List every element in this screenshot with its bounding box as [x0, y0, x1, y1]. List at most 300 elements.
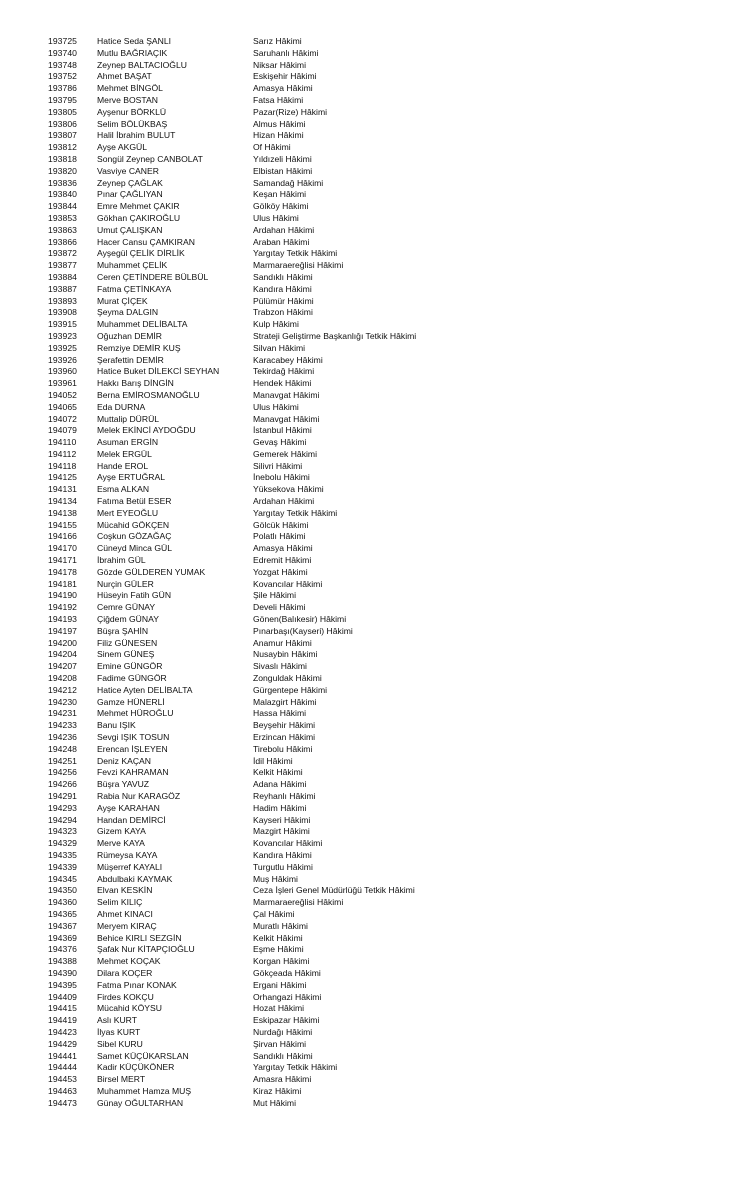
person-name: Elvan KESKİN: [97, 885, 153, 896]
person-name: Ayşegül ÇELİK DİRLİK: [97, 248, 185, 259]
person-name: Melek ERGÜL: [97, 448, 152, 459]
list-item: [48, 944, 693, 956]
assignment-place: Yıldızeli Hâkimi: [253, 153, 312, 164]
sicil-number: 194181: [48, 578, 77, 589]
assignment-place: Muratlı Hâkimi: [253, 920, 308, 931]
assignment-place: Ceza İşleri Genel Müdürlüğü Tetkik Hâkimi: [253, 885, 415, 896]
list-item: [48, 815, 693, 827]
sicil-number: 194256: [48, 767, 77, 778]
sicil-number: 194131: [48, 484, 77, 495]
assignment-place: Adana Hâkimi: [253, 779, 307, 790]
assignment-place: Gölköy Hâkimi: [253, 201, 309, 212]
list-item: [48, 520, 693, 532]
assignment-place: İnebolu Hâkimi: [253, 472, 310, 483]
list-item: [48, 968, 693, 980]
list-item: [48, 626, 693, 638]
assignment-place: Orhangazi Hâkimi: [253, 991, 322, 1002]
sicil-number: 194079: [48, 425, 77, 436]
person-name: Günay OĞULTARHAN: [97, 1097, 184, 1108]
assignment-place: Manavgat Hâkimi: [253, 413, 320, 424]
sicil-number: 193748: [48, 59, 77, 70]
person-name: Mehmet BİNGÖL: [97, 83, 163, 94]
list-item: [48, 496, 693, 508]
person-name: Fevzi KAHRAMAN: [97, 767, 169, 778]
list-item: [48, 296, 693, 308]
person-name: Hande EROL: [97, 460, 149, 471]
sicil-number: 194193: [48, 614, 77, 625]
list-item: [48, 885, 693, 897]
list-item: [48, 378, 693, 390]
list-item: [48, 649, 693, 661]
sicil-number: 193884: [48, 271, 77, 282]
sicil-number: 194118: [48, 460, 77, 471]
sicil-number: 194065: [48, 401, 77, 412]
list-item: [48, 36, 693, 48]
sicil-number: 193853: [48, 212, 77, 223]
list-item: [48, 1027, 693, 1039]
list-item: [48, 708, 693, 720]
list-item: [48, 1086, 693, 1098]
sicil-number: 193840: [48, 189, 77, 200]
assignment-place: Ardahan Hâkimi: [253, 224, 315, 235]
person-name: Hatice Ayten DELİBALTA: [97, 684, 193, 695]
assignment-place: Strateji Geliştirme Başkanlığı Tetkik Hâkimi: [253, 330, 417, 341]
sicil-number: 194110: [48, 437, 77, 448]
assignment-place: Anamur Hâkimi: [253, 637, 312, 648]
sicil-number: 193818: [48, 153, 77, 164]
assignment-place: Silvan Hâkimi: [253, 342, 306, 353]
assignment-place: İdil Hâkimi: [253, 755, 293, 766]
person-name: Çiğdem GÜNAY: [97, 614, 159, 625]
assignment-place: Sandıklı Hâkimi: [253, 1050, 313, 1061]
person-name: Şerafettin DEMİR: [97, 354, 164, 365]
assignment-place: Pınarbaşı(Kayseri) Hâkimi: [253, 625, 353, 636]
list-item: [48, 213, 693, 225]
person-name: Hatice Seda ŞANLI: [97, 36, 172, 46]
sicil-number: 193795: [48, 94, 77, 105]
sicil-number: 193820: [48, 165, 77, 176]
assignment-place: Saruhanlı Hâkimi: [253, 47, 319, 58]
sicil-number: 194390: [48, 967, 77, 978]
sicil-number: 193866: [48, 236, 77, 247]
sicil-number: 194376: [48, 944, 77, 955]
list-item: [48, 71, 693, 83]
assignment-place: Silivri Hâkimi: [253, 460, 303, 471]
list-item: [48, 1039, 693, 1051]
assignment-place: Mazgirt Hâkimi: [253, 826, 310, 837]
list-item: [48, 1062, 693, 1074]
sicil-number: 194339: [48, 861, 77, 872]
sicil-number: 194134: [48, 496, 77, 507]
assignment-place: Pülümür Hâkimi: [253, 295, 314, 306]
sicil-number: 193872: [48, 248, 77, 259]
person-name: Handan DEMİRCİ: [97, 814, 166, 825]
sicil-number: 194212: [48, 684, 77, 695]
sicil-number: 194208: [48, 673, 77, 684]
sicil-number: 193893: [48, 295, 77, 306]
assignment-place: Yargıtay Tetkik Hâkimi: [253, 507, 338, 518]
sicil-number: 193863: [48, 224, 77, 235]
list-item: [48, 992, 693, 1004]
list-item: [48, 331, 693, 343]
assignment-place: Gevaş Hâkimi: [253, 437, 307, 448]
list-item: [48, 60, 693, 72]
sicil-number: 194367: [48, 920, 77, 931]
person-name: Mücahid GÖKÇEN: [97, 519, 170, 530]
person-name: Gamze HÜNERLİ: [97, 696, 165, 707]
list-item: [48, 237, 693, 249]
list-item: [48, 142, 693, 154]
person-name: Gizem KAYA: [97, 826, 146, 837]
list-item: [48, 791, 693, 803]
assignment-place: Reyhanlı Hâkimi: [253, 791, 316, 801]
assignment-place: Marmaraereğlisi Hâkimi: [253, 260, 344, 271]
assignment-place: Develi Hâkimi: [253, 602, 306, 613]
sicil-number: 194293: [48, 802, 77, 813]
sicil-number: 193926: [48, 354, 77, 365]
assignment-place: Hizan Hâkimi: [253, 130, 304, 141]
list-item: [48, 355, 693, 367]
list-item: [48, 248, 693, 260]
assignment-place: Samandağ Hâkimi: [253, 177, 324, 188]
person-name: Samet KÜÇÜKARSLAN: [97, 1050, 189, 1061]
list-item: [48, 449, 693, 461]
person-name: Ayşe ERTUĞRAL: [97, 472, 165, 483]
assignment-place: Kelkit Hâkimi: [253, 767, 303, 778]
person-name: Gökhan ÇAKIROĞLU: [97, 212, 181, 223]
assignment-place: Tirebolu Hâkimi: [253, 743, 313, 754]
sicil-number: 193806: [48, 118, 77, 129]
list-item: [48, 555, 693, 567]
person-name: Remziye DEMİR KUŞ: [97, 342, 181, 353]
assignment-place: Malazgirt Hâkimi: [253, 696, 317, 707]
list-item: [48, 130, 693, 142]
sicil-number: 194248: [48, 743, 77, 754]
list-item: [48, 437, 693, 449]
list-item: [48, 874, 693, 886]
list-item: [48, 838, 693, 850]
list-item: [48, 402, 693, 414]
assignment-place: Trabzon Hâkimi: [253, 307, 313, 318]
list-item: [48, 531, 693, 543]
assignment-place: Korgan Hâkimi: [253, 956, 310, 967]
sicil-number: 194231: [48, 708, 77, 719]
person-name: Emine GÜNGÖR: [97, 661, 163, 672]
list-item: [48, 661, 693, 673]
sicil-number: 193915: [48, 319, 77, 330]
sicil-number: 194266: [48, 779, 77, 790]
sicil-number: 193740: [48, 47, 77, 58]
assignment-place: Hassa Hâkimi: [253, 708, 307, 719]
person-name: Mehmet KOÇAK: [97, 956, 161, 967]
sicil-number: 194294: [48, 814, 77, 825]
sicil-number: 194291: [48, 791, 77, 801]
sicil-number: 194192: [48, 602, 77, 613]
sicil-number: 194345: [48, 873, 77, 884]
person-name: Hatice Buket DİLEKCİ SEYHAN: [97, 366, 220, 377]
person-name: Muhammet Hamza MUŞ: [97, 1085, 192, 1096]
person-name: Cemre GÜNAY: [97, 602, 156, 613]
sicil-number: 194423: [48, 1026, 77, 1037]
assignment-place: Polatlı Hâkimi: [253, 531, 306, 542]
sicil-number: 193836: [48, 177, 77, 188]
sicil-number: 194190: [48, 590, 77, 601]
sicil-number: 194360: [48, 897, 77, 908]
person-name: Aslı KURT: [97, 1015, 137, 1026]
assignment-place: Sarız Hâkimi: [253, 36, 302, 46]
person-name: Songül Zeynep CANBOLAT: [97, 153, 203, 164]
list-item: [48, 779, 693, 791]
assignment-place: Manavgat Hâkimi: [253, 389, 320, 400]
person-name: Murat ÇİÇEK: [97, 295, 148, 306]
list-item: [48, 201, 693, 213]
person-name: Eda DURNA: [97, 401, 146, 412]
assignment-place: Beyşehir Hâkimi: [253, 720, 316, 731]
list-item: [48, 543, 693, 555]
assignment-place: Kandıra Hâkimi: [253, 283, 312, 294]
sicil-number: 193752: [48, 71, 77, 82]
list-item: [48, 744, 693, 756]
sicil-number: 193844: [48, 201, 77, 212]
person-name: Dilara KOÇER: [97, 967, 153, 978]
list-item: [48, 685, 693, 697]
person-name: Ayşe AKGÜL: [97, 142, 147, 153]
assignment-place: Kiraz Hâkimi: [253, 1085, 302, 1096]
list-item: [48, 909, 693, 921]
person-name: Erencan İŞLEYEN: [97, 743, 168, 754]
person-name: Deniz KAÇAN: [97, 755, 151, 766]
sicil-number: 194329: [48, 838, 77, 849]
assignment-place: Tekirdağ Hâkimi: [253, 366, 315, 377]
assignment-place: Sivaslı Hâkimi: [253, 661, 307, 672]
list-item: [48, 107, 693, 119]
assignment-place: Pazar(Rize) Hâkimi: [253, 106, 328, 117]
assignment-place: Gökçeada Hâkimi: [253, 967, 321, 978]
sicil-number: 193786: [48, 83, 77, 94]
assignment-place: Ulus Hâkimi: [253, 212, 299, 223]
sicil-number: 194409: [48, 991, 77, 1002]
sicil-number: 194419: [48, 1015, 77, 1026]
list-item: [48, 956, 693, 968]
list-item: [48, 614, 693, 626]
assignment-place: Eskişehir Hâkimi: [253, 71, 317, 82]
list-item: [48, 260, 693, 272]
person-name: Fatma ÇETİNKAYA: [97, 283, 172, 294]
list-item: [48, 862, 693, 874]
person-name: İbrahim GÜL: [97, 555, 146, 566]
sicil-number: 193805: [48, 106, 77, 117]
assignment-place: İstanbul Hâkimi: [253, 425, 312, 436]
person-name: Muhammet DELİBALTA: [97, 319, 188, 330]
person-name: Oğuzhan DEMİR: [97, 330, 162, 341]
person-name: Ayşenur BÖRKLÜ: [97, 106, 167, 117]
person-name: Coşkun GÖZAĞAÇ: [97, 531, 172, 542]
person-name: Vasviye CANER: [97, 165, 159, 176]
list-item: [48, 897, 693, 909]
list-item: [48, 720, 693, 732]
assignment-place: Nurdağı Hâkimi: [253, 1026, 313, 1037]
list-item: [48, 602, 693, 614]
assignment-place: Amasya Hâkimi: [253, 543, 313, 554]
assignment-place: Kovancılar Hâkimi: [253, 838, 323, 849]
sicil-number: 194388: [48, 956, 77, 967]
list-item: [48, 166, 693, 178]
sicil-number: 193961: [48, 378, 77, 389]
list-item: [48, 1051, 693, 1063]
person-name: Fadime GÜNGÖR: [97, 673, 167, 684]
assignment-place: Of Hâkimi: [253, 142, 291, 153]
list-item: [48, 272, 693, 284]
sicil-number: 194112: [48, 448, 77, 459]
sicil-number: 194444: [48, 1062, 77, 1073]
sicil-number: 193887: [48, 283, 77, 294]
list-item: [48, 390, 693, 402]
sicil-number: 194052: [48, 389, 77, 400]
sicil-number: 193908: [48, 307, 77, 318]
assignment-place: Kulp Hâkimi: [253, 319, 299, 330]
list-item: [48, 83, 693, 95]
person-name: Zeynep BALTACIOĞLU: [97, 59, 187, 70]
assignment-place: Muş Hâkimi: [253, 873, 298, 884]
assignment-place: Gemerek Hâkimi: [253, 448, 317, 459]
person-name: Ahmet BAŞAT: [97, 71, 152, 82]
assignment-place: Yargıtay Tetkik Hâkimi: [253, 248, 338, 259]
list-item: [48, 95, 693, 107]
person-name: Merve KAYA: [97, 838, 145, 849]
sicil-number: 194395: [48, 979, 77, 990]
assignment-place: Hadim Hâkimi: [253, 802, 307, 813]
person-name: Hüseyin Fatih GÜN: [97, 590, 172, 601]
assignment-place: Turgutlu Hâkimi: [253, 861, 313, 872]
sicil-number: 194365: [48, 908, 77, 919]
person-name: Asuman ERGİN: [97, 437, 159, 448]
sicil-number: 194251: [48, 755, 77, 766]
sicil-number: 194171: [48, 555, 77, 566]
assignment-place: Çal Hâkimi: [253, 908, 295, 919]
assignment-place: Yargıtay Tetkik Hâkimi: [253, 1062, 338, 1073]
sicil-number: 194463: [48, 1085, 77, 1096]
list-item: [48, 1003, 693, 1015]
assignment-place: Kelkit Hâkimi: [253, 932, 303, 943]
sicil-number: 193725: [48, 36, 77, 46]
list-item: [48, 284, 693, 296]
list-item: [48, 461, 693, 473]
sicil-number: 194197: [48, 625, 77, 636]
assignment-place: Fatsa Hâkimi: [253, 94, 304, 105]
person-name: Pınar ÇAĞLIYAN: [97, 189, 163, 200]
list-item: [48, 154, 693, 166]
person-name: Mücahid KÖYSU: [97, 1003, 162, 1014]
person-name: Sinem GÜNEŞ: [97, 649, 155, 660]
assignment-place: Eskipazar Hâkimi: [253, 1015, 320, 1026]
list-item: [48, 826, 693, 838]
assignment-place: Gürgentepe Hâkimi: [253, 684, 328, 695]
assignment-place: Yüksekova Hâkimi: [253, 484, 324, 495]
assignment-place: Kovancılar Hâkimi: [253, 578, 323, 589]
assignment-place: Mut Hâkimi: [253, 1097, 296, 1108]
list-item: [48, 638, 693, 650]
list-item: [48, 48, 693, 60]
person-name: Birsel MERT: [97, 1074, 146, 1085]
person-name: Büşra YAVUZ: [97, 779, 150, 790]
assignment-place: Hozat Hâkimi: [253, 1003, 305, 1014]
sicil-number: 194200: [48, 637, 77, 648]
list-item: [48, 225, 693, 237]
sicil-number: 193812: [48, 142, 77, 153]
person-name: Hacer Cansu ÇAMKIRAN: [97, 236, 195, 247]
person-name: Mert EYEOĞLU: [97, 507, 159, 518]
list-item: [48, 921, 693, 933]
assignment-place: Şirvan Hâkimi: [253, 1038, 307, 1049]
assignment-place: Edremit Hâkimi: [253, 555, 312, 566]
person-name: Filiz GÜNESEN: [97, 637, 158, 648]
person-name: Mehmet HÜROĞLU: [97, 708, 174, 719]
sicil-number: 194441: [48, 1050, 77, 1061]
list-item: [48, 673, 693, 685]
list-item: [48, 366, 693, 378]
person-name: Melek EKİNCİ AYDOĞDU: [97, 425, 196, 436]
sicil-number: 193923: [48, 330, 77, 341]
list-item: [48, 567, 693, 579]
sicil-number: 194138: [48, 507, 77, 518]
list-item: [48, 508, 693, 520]
person-name: Ayşe KARAHAN: [97, 802, 160, 813]
list-item: [48, 933, 693, 945]
sicil-number: 194233: [48, 720, 77, 731]
assignment-place: Marmaraereğlisi Hâkimi: [253, 897, 344, 908]
list-item: [48, 850, 693, 862]
person-name: Banu IŞIK: [97, 720, 136, 731]
person-name: Şafak Nur KİTAPÇIOĞLU: [97, 944, 195, 955]
assignment-place: Kandıra Hâkimi: [253, 849, 312, 860]
assignment-place: Amasya Hâkimi: [253, 83, 313, 94]
sicil-number: 193925: [48, 342, 77, 353]
sicil-number: 194236: [48, 732, 77, 743]
list-item: [48, 414, 693, 426]
person-name: Rabia Nur KARAGÖZ: [97, 791, 181, 801]
sicil-number: 194207: [48, 661, 77, 672]
sicil-number: 194178: [48, 566, 77, 577]
person-name: Selim BÖLÜKBAŞ: [97, 118, 168, 129]
person-name: Hakkı Barış DİNGİN: [97, 378, 174, 389]
person-name: Ceren ÇETİNDERE BÜLBÜL: [97, 271, 209, 282]
assignment-place: Karacabey Hâkimi: [253, 354, 323, 365]
assignment-place: Araban Hâkimi: [253, 236, 310, 247]
list-item: [48, 472, 693, 484]
person-name: Zeynep ÇAĞLAK: [97, 177, 163, 188]
person-name: Emre Mehmet ÇAKIR: [97, 201, 180, 212]
person-name: Esma ALKAN: [97, 484, 150, 495]
sicil-number: 194125: [48, 472, 77, 483]
person-name: Müşerref KAYALI: [97, 861, 163, 872]
assignment-place: Zonguldak Hâkimi: [253, 673, 322, 684]
assignment-place: Eşme Hâkimi: [253, 944, 304, 955]
sicil-number: 194155: [48, 519, 77, 530]
person-name: Mutlu BAĞRIAÇIK: [97, 47, 168, 58]
sicil-number: 194166: [48, 531, 77, 542]
sicil-number: 193807: [48, 130, 77, 141]
person-name: Gözde GÜLDEREN YUMAK: [97, 566, 206, 577]
list-item: [48, 319, 693, 331]
person-name: Halil İbrahim BULUT: [97, 130, 176, 141]
person-name: Fatıma Betül ESER: [97, 496, 172, 507]
list-item: [48, 178, 693, 190]
sicil-number: 194323: [48, 826, 77, 837]
sicil-number: 193877: [48, 260, 77, 271]
sicil-number: 194453: [48, 1074, 77, 1085]
list-item: [48, 732, 693, 744]
person-name: Firdes KOKÇU: [97, 991, 154, 1002]
